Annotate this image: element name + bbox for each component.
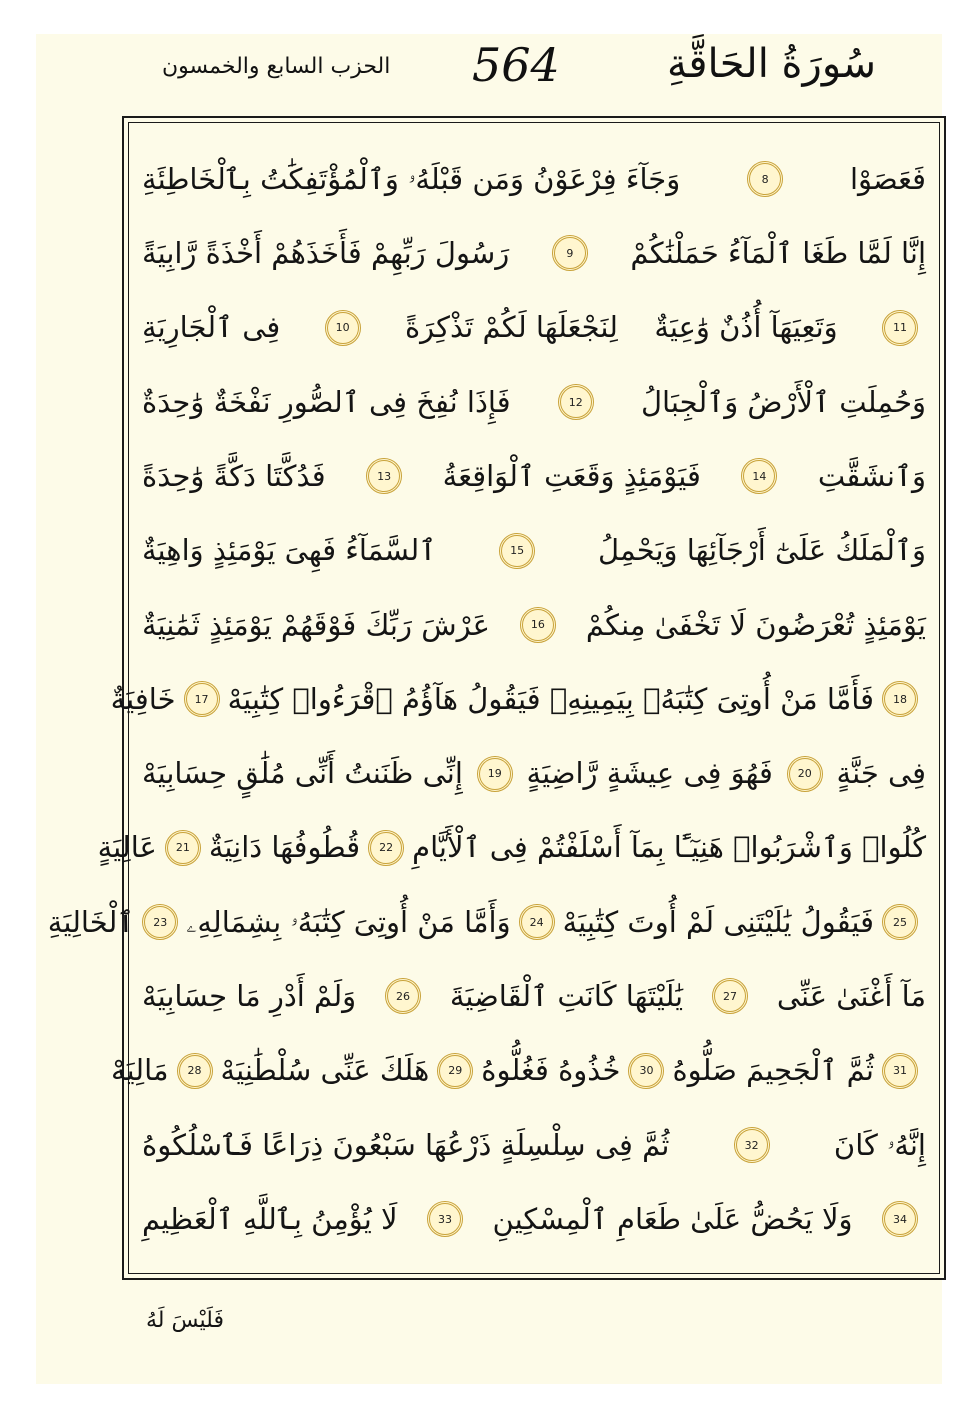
ayah-number-marker: 27 [712,978,748,1014]
verse-text: وَجَآءَ فِرْعَوْنُ وَمَن قَبْلَهُۥ وَٱلْمُؤْتَفِكَٰتُ بِٱلْخَاطِئَةِ [142,161,681,196]
ayah-number-marker: 21 [165,830,201,866]
verse-line [142,736,926,810]
verse-text: فِى ٱلْجَارِيَةِ [142,310,281,345]
ayah-number-marker: 22 [368,830,404,866]
verse-text: فَهُوَ فِى عِيشَةٍ رَّاضِيَةٍ [526,756,773,791]
verse-line [142,216,926,290]
verse-text: ثُمَّ ٱلْجَحِيمَ صَلُّوهُ [672,1053,874,1088]
verse-line [142,365,926,439]
ayah-number-marker: 12 [558,384,594,420]
verse-line [142,142,926,216]
verse-text: رَسُولَ رَبِّهِمْ فَأَخَذَهُمْ أَخْذَةً رَّابِيَةً [142,236,510,271]
verse-text: إِنِّى ظَنَنتُ أَنِّى مُلَٰقٍ حِسَابِيَهْ [142,756,463,791]
verse-text: وَتَعِيَهَآ أُذُنٌ وَٰعِيَةٌ [654,310,838,345]
verse-text: ٱلسَّمَآءُ فَهِىَ يَوْمَئِذٍ وَاهِيَةٌ [142,533,437,568]
verse-text: عَرْشَ رَبِّكَ فَوْقَهُمْ يَوْمَئِذٍ ثَمَٰنِيَةٌ [142,607,490,642]
verse-text: مَالِيَهْ [111,1053,169,1088]
verse-line [142,439,926,513]
verse-text: هَلَكَ عَنِّى سُلْطَٰنِيَهْ [220,1053,430,1088]
verse-line [97,811,926,885]
verse-text: عَالِيَةٍ [97,830,157,865]
ayah-number-marker: 31 [882,1053,918,1089]
verse-text: فَأَمَّا مَنْ أُوتِىَ كِتَٰبَهُۥ بِيَمِينِهِۦ فَيَقُولُ هَآؤُمُ ٱقْرَءُوا۟ كِتَٰبِيَهْ [227,681,874,716]
verse-lines [47,142,926,1256]
verse-text: ثُمَّ فِى سِلْسِلَةٍ ذَرْعُهَا سَبْعُونَ ذِرَاعًا فَٱسْلُكُوهُ [142,1127,670,1162]
verse-text: وَلَا يَحُضُّ عَلَىٰ طَعَامِ ٱلْمِسْكِينِ [492,1201,853,1236]
verse-text: ٱلْخَالِيَةِ [47,904,135,939]
verse-text: لِنَجْعَلَهَا لَكُمْ تَذْكِرَةً [404,310,618,345]
verse-line [142,1182,926,1256]
verse-text: مَآ أَغْنَىٰ عَنِّى [776,979,926,1014]
verse-line [142,513,926,587]
ayah-number-marker: 9 [552,235,588,271]
ayah-number-marker: 32 [734,1127,770,1163]
ayah-number-marker: 15 [499,533,535,569]
ayah-number-marker: 29 [437,1053,473,1089]
verse-text: فَدُكَّتَا دَكَّةً وَٰحِدَةً [142,458,326,493]
verse-line [142,1108,926,1182]
hizb-label: الحزب السابع والخمسون [162,54,391,79]
verse-line [110,662,926,736]
ayah-number-marker: 25 [882,904,918,940]
page-header [100,38,876,118]
verse-text: إِنَّا لَمَّا طَغَا ٱلْمَآءُ حَمَلْنَٰكُمْ [630,236,926,271]
verse-text: فَعَصَوْا [849,161,926,196]
verse-line [47,885,926,959]
verse-text: يَوْمَئِذٍ تُعْرَضُونَ لَا تَخْفَىٰ مِنكُمْ [585,607,926,642]
verse-text: كُلُوا۟ وَٱشْرَبُوا۟ هَنِيٓـًٔا بِمَآ أَسْلَفْتُمْ فِى ٱلْأَيَّامِ [412,830,926,865]
ayah-number-marker: 19 [477,756,513,792]
verse-text: وَٱلْمَلَكُ عَلَىٰٓ أَرْجَآئِهَا وَيَحْمِلُ [598,533,926,568]
text-frame [47,116,946,1280]
ayah-number-marker: 33 [427,1201,463,1237]
verse-text: وَٱنشَقَّتِ [817,458,926,493]
ayah-number-marker: 20 [787,756,823,792]
ayah-number-marker: 11 [882,310,918,346]
ayah-number-marker: 16 [520,607,556,643]
verse-text: يَٰلَيْتَهَا كَانَتِ ٱلْقَاضِيَةَ [449,979,684,1014]
ayah-number-marker: 17 [184,681,220,717]
verse-text: وَأَمَّا مَنْ أُوتِىَ كِتَٰبَهُۥ بِشِمَالِهِۦ [186,904,511,939]
ayah-number-marker: 18 [882,681,918,717]
verse-text: وَلَمْ أَدْرِ مَا حِسَابِيَهْ [142,979,357,1014]
surah-name: سُورَةُ الحَاقَّةِ [666,41,876,87]
ayah-number-marker: 14 [741,458,777,494]
verse-text: فِى جَنَّةٍ [836,756,926,791]
ayah-number-marker: 34 [882,1201,918,1237]
verse-text: لَا يُؤْمِنُ بِٱللَّهِ ٱلْعَظِيمِ [142,1201,398,1236]
verse-line [111,1034,926,1108]
ayah-number-marker: 28 [177,1053,213,1089]
ayah-number-marker: 24 [519,904,555,940]
ayah-number-marker: 26 [385,978,421,1014]
ayah-number-marker: 10 [325,310,361,346]
verse-text: فَيَقُولُ يَٰلَيْتَنِى لَمْ أُوتَ كِتَٰبِيَهْ [562,904,874,939]
verse-text: خَافِيَةٌ [110,681,176,716]
verse-line [142,959,926,1033]
ayah-number-marker: 8 [747,161,783,197]
verse-text: إِنَّهُۥ كَانَ [833,1127,926,1162]
ayah-number-marker: 13 [366,458,402,494]
verse-text: فَيَوْمَئِذٍ وَقَعَتِ ٱلْوَاقِعَةُ [442,458,701,493]
ayah-number-marker: 30 [628,1053,664,1089]
verse-text: خُذُوهُ فَغُلُّوهُ [481,1053,621,1088]
verse-text: وَحُمِلَتِ ٱلْأَرْضُ وَٱلْجِبَالُ [640,384,926,419]
verse-text: فَإِذَا نُفِخَ فِى ٱلصُّورِ نَفْخَةٌ وَٰحِدَةٌ [142,384,511,419]
catchword: فَلَيْسَ لَهُ [146,1308,224,1333]
verse-line [142,588,926,662]
verse-line [142,291,926,365]
page-number: 564 [472,38,560,92]
verse-text: قُطُوفُهَا دَانِيَةٌ [208,830,361,865]
ayah-number-marker: 23 [142,904,178,940]
